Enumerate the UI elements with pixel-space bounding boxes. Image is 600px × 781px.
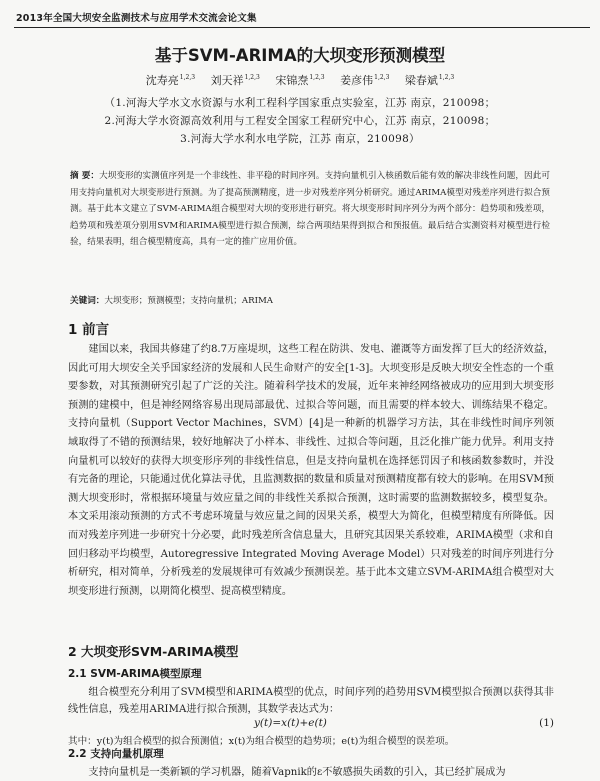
introduction-paragraph: 建国以来，我国共修建了约8.7万座堤坝，这些工程在防洪、发电、灌溉等方面发挥了巨大的经济效益，因此可用大坝安全关乎国家经济的发展和人民生命财产的安全[1-3]。大坝变形是反映大坝安全性态的一个重要参数，对其预测研究引起了广泛的关注。随着科学技术的发展，近年来神经网络被成功的应用到大坝变形预测的建模中，但是神经网络容易出现局部最优、过拟合等问题，而且需要的样本较大、训练结果不稳定。支持向量机（Support Vector Machines，SVM）[4]是一种新的机器学习方法，其在非线性时间序列领域取得了不错的预测结果，较好地解决了小样本、非线性、过拟合等问题，且泛化推广能力优异。利用支持向量机可以较好的获得大坝变形序列的非线性信息，但是支持向量机在选择惩罚因子和核函数参数时，并没有完备的理论，只能通过优化算法寻优，且监测数据的数量和质量对预测精度都有较大的影响。在用SVM预测大坝变形时，常根据环境量与效应量之间的非线性关系拟合预测，这时需要的监测数据较多，模型复杂。本文采用滚动预测的方式不考虑环境量与效应量之间的因果关系，模型大为简化，但模型精度有所降低。因而对残差序列进一步研究十分必要，此时残差所含信息量大，且研究其因果关系较难，ARIMA模型（求和自回归移动平均模型，Autoregressive Integrated Moving Average Model）只对残差的时间序列进行分析研究，相对简单，分析残差的发展规律可有效减少预测误差。基于此本文建立SVM-ARIMA组合模型对大坝变形进行预测，以期简化模型、提高模型精度。	[68, 344, 554, 597]
principle-paragraph: 组合模型充分利用了SVM模型和ARIMA模型的优点，时间序列的趋势用SVM模型拟合预测以获得其非线性信息，残差用ARIMA进行拟合预测，其数学表达式为：	[68, 687, 554, 715]
author	[405, 74, 454, 87]
author-affiliation-mark: 1,2,3	[309, 74, 325, 82]
author-affiliation-mark: 1,2,3	[244, 74, 260, 82]
author-list	[0, 72, 600, 88]
author-name: 梁春斌	[404, 74, 438, 87]
section-heading-model: 2 大坝变形SVM-ARIMA模型	[68, 644, 239, 659]
keywords-label: 关键词：	[70, 296, 105, 306]
equation-expression: y(t)=x(t)+e(t)	[254, 717, 327, 729]
author-name: 沈寿亮	[145, 74, 179, 87]
author-affiliation-mark: 1,2,3	[438, 74, 455, 82]
running-header: 2013年全国大坝安全监测技术与应用学术交流会论文集	[16, 13, 257, 24]
equation-number: (1)	[539, 717, 554, 729]
svm-paragraph: 支持向量机是一类新颖的学习机器，随着Vapnik的ε不敏感损失函数的引入，其已经扩展成为	[88, 767, 506, 778]
affiliation-1: （1.河海大学水文水资源与水利工程科学国家重点实验室，江苏 南京，210098；	[104, 97, 496, 109]
author	[275, 74, 324, 87]
author	[146, 74, 195, 87]
author-affiliation-mark: 1,2,3	[374, 74, 390, 82]
equation-explanation: 其中：y(t)为组合模型的拟合预测值；x(t)为组合模型的趋势项；e(t)为组合模型的误差项。	[68, 736, 455, 747]
keywords	[70, 294, 550, 306]
keywords-text: 大坝变形；预测模型；支持向量机；ARIMA	[104, 296, 273, 306]
affiliation-3: 3.河海大学水利水电学院，江苏 南京，210098）	[180, 133, 420, 145]
header-rule	[14, 27, 590, 28]
author	[211, 74, 260, 87]
author-affiliation-mark: 1,2,3	[179, 74, 196, 82]
author-name: 姜彦伟	[340, 74, 374, 87]
abstract	[70, 168, 550, 251]
affiliation-2: 2.河海大学水资源高效利用与工程安全国家工程研究中心，江苏 南京，210098；	[104, 115, 496, 127]
subsection-heading-svm: 2.2 支持向量机原理	[68, 748, 164, 760]
author-name: 刘天祥	[210, 74, 244, 87]
author	[340, 74, 389, 87]
abstract-text: 大坝变形的实测值序列是一个非线性、非平稳的时间序列。支持向量机引入核函数后能有效的解决非线性问题，因此可用支持向量机对大坝变形进行预测。为了提高预测精度，进一步对残差序列分析研究。通过ARIMA模型对残差序列进行拟合预测。基于此本文建立了SVM-ARIMA组合模型对大坝的变形进行研究。将大坝变形时间序列分为两个部分：趋势项和残差项，趋势项和残差项分别用SVM和ARIMA模型进行拟合预测，综合两项结果得到拟合和预报值。最后结合实测资料对模型进行检验，结果表明，组合模型精度高，具有一定的推广应用价值。	[70, 171, 550, 247]
author-name: 宋锦焘	[275, 74, 309, 87]
subsection-heading-principle: 2.1 SVM-ARIMA模型原理	[68, 668, 202, 680]
section-heading-introduction: 1 前言	[68, 322, 110, 338]
abstract-label: 摘 要：	[70, 171, 100, 181]
paper-title: 基于SVM-ARIMA的大坝变形预测模型	[154, 46, 446, 65]
equation-1	[0, 717, 554, 731]
